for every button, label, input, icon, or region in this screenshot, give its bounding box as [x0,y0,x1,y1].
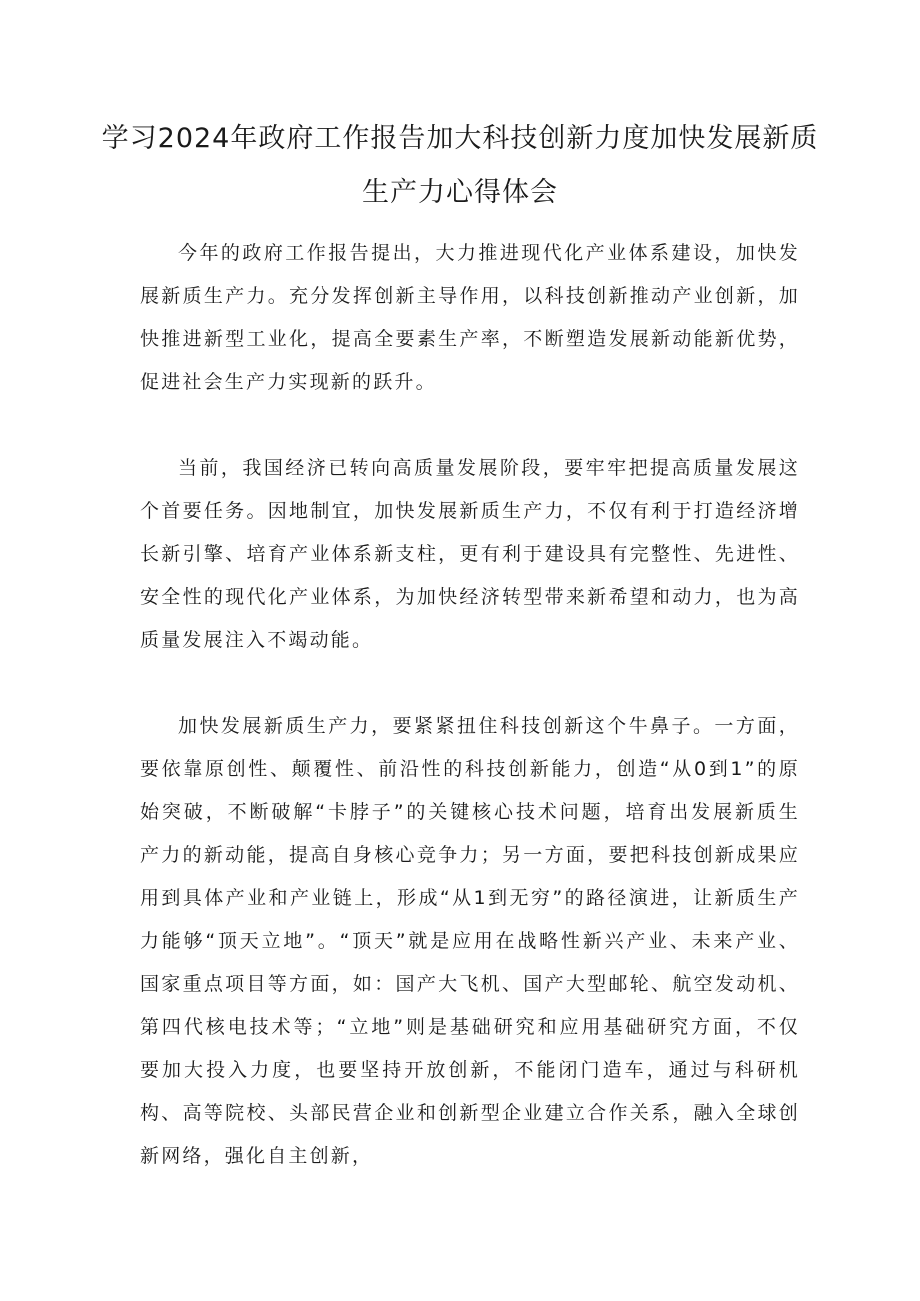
paragraph-2: 当前，我国经济已转向高质量发展阶段，要牢牢把提高质量发展这个首要任务。因地制宜，加快发展新质生产力，不仅有利于打造经济增长新引擎、培育产业体系新支柱，更有利于建设具有完整性、先进性、安全性的现代化产业体系，为加快经济转型带来新希望和动力，也为高质量发展注入不竭动能。 [140,457,800,651]
paragraph-1: 今年的政府工作报告提出，大力推进现代化产业体系建设，加快发展新质生产力。充分发挥创新主导作用，以科技创新推动产业创新，加快推进新型工业化，提高全要素生产率，不断塑造发展新动能新优势，促进社会生产力实现新的跃升。 [140,242,800,393]
paragraph-block-2 [140,447,800,662]
paragraph-block-1 [140,232,800,404]
document-title: 学习2024年政府工作报告加大科技创新力度加快发展新质生产力心得体会 [101,123,819,208]
paragraph-block-3 [140,705,800,1178]
paragraph-3: 加快发展新质生产力，要紧紧扭住科技创新这个牛鼻子。一方面，要依靠原创性、颠覆性、前沿性的科技创新能力，创造“从0到1”的原始突破，不断破解“卡脖子”的关键核心技术问题，培育出发展新质生产力的新动能，提高自身核心竞争力；另一方面，要把科技创新成果应用到具体产业和产业链上，形成“从1到无穷”的路径演进，让新质生产力能够“顶天立地”。“顶天”就是应用在战略性新兴产业、未来产业、国家重点项目等方面，如：国产大飞机、国产大型邮轮、航空发动机、第四代核电技术等；“立地”则是基础研究和应用基础研究方面，不仅要加大投入力度，也要坚持开放创新，不能闭门造车，通过与科研机构、高等院校、头部民营企业和创新型企业建立合作关系，融入全球创新网络，强化自主创新， [140,715,800,1167]
